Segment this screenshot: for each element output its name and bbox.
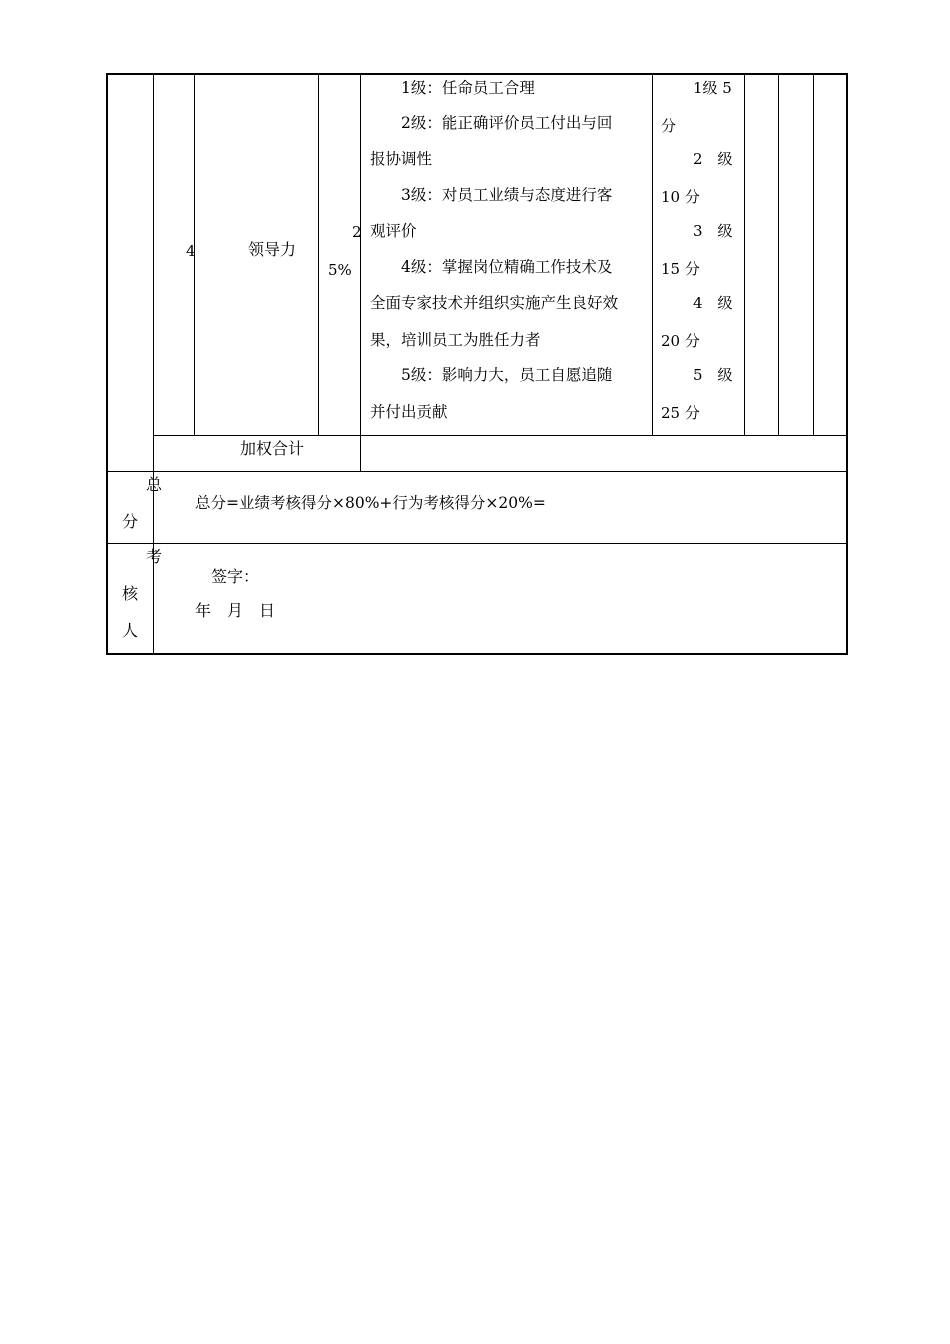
score-line: 2 级 bbox=[693, 150, 733, 168]
score-line: 3 级 bbox=[693, 222, 733, 240]
table-rule bbox=[813, 74, 814, 435]
score-line: 20 分 bbox=[661, 332, 700, 350]
description-line: 1级：任命员工合理 bbox=[401, 79, 535, 97]
table-rule bbox=[744, 74, 745, 435]
total-label-char: 总 bbox=[146, 475, 163, 494]
score-line: 4 级 bbox=[693, 294, 733, 312]
description-line: 全面专家技术并组织实施产生良好效 bbox=[370, 294, 619, 312]
score-line: 15 分 bbox=[661, 260, 700, 278]
description-line: 并付出贡献 bbox=[370, 403, 448, 421]
score-line: 分 bbox=[661, 117, 677, 135]
table-rule bbox=[153, 74, 154, 654]
reviewer-label-char: 考 bbox=[146, 547, 163, 566]
total-formula: 总分=业绩考核得分×80%+行为考核得分×20%= bbox=[195, 494, 546, 512]
table-rule bbox=[153, 435, 847, 436]
description-line: 5级：影响力大，员工自愿追随 bbox=[401, 366, 613, 384]
description-line: 2级：能正确评价员工付出与回 bbox=[401, 114, 613, 132]
score-line: 10 分 bbox=[661, 188, 700, 206]
weight-value-part1: 2 bbox=[352, 223, 362, 241]
reviewer-label-char: 人 bbox=[122, 621, 139, 640]
description-line: 4级：掌握岗位精确工作技术及 bbox=[401, 258, 613, 276]
description-line: 报协调性 bbox=[370, 150, 433, 168]
description-line: 3级：对员工业绩与态度进行客 bbox=[401, 186, 613, 204]
table-rule bbox=[107, 471, 847, 472]
indicator-name: 领导力 bbox=[248, 240, 297, 259]
reviewer-label-char: 核 bbox=[122, 584, 139, 603]
item-number: 4 bbox=[186, 242, 196, 260]
table-rule bbox=[360, 74, 361, 471]
score-line: 25 分 bbox=[661, 404, 700, 422]
table-rule bbox=[107, 543, 847, 544]
table-rule bbox=[778, 74, 779, 435]
table-rule bbox=[652, 74, 653, 435]
signature-label: 签字： bbox=[211, 567, 260, 586]
score-line: 5 级 bbox=[693, 366, 733, 384]
description-line: 果，培训员工为胜任力者 bbox=[370, 331, 541, 349]
weighted-total-label: 加权合计 bbox=[240, 439, 305, 458]
score-line: 1级 5 bbox=[693, 79, 732, 97]
description-line: 观评价 bbox=[370, 222, 417, 240]
date-line: 年 月 日 bbox=[195, 601, 276, 620]
weight-value-part2: 5% bbox=[328, 261, 352, 279]
table-rule bbox=[318, 74, 319, 435]
total-label-char: 分 bbox=[122, 512, 139, 531]
